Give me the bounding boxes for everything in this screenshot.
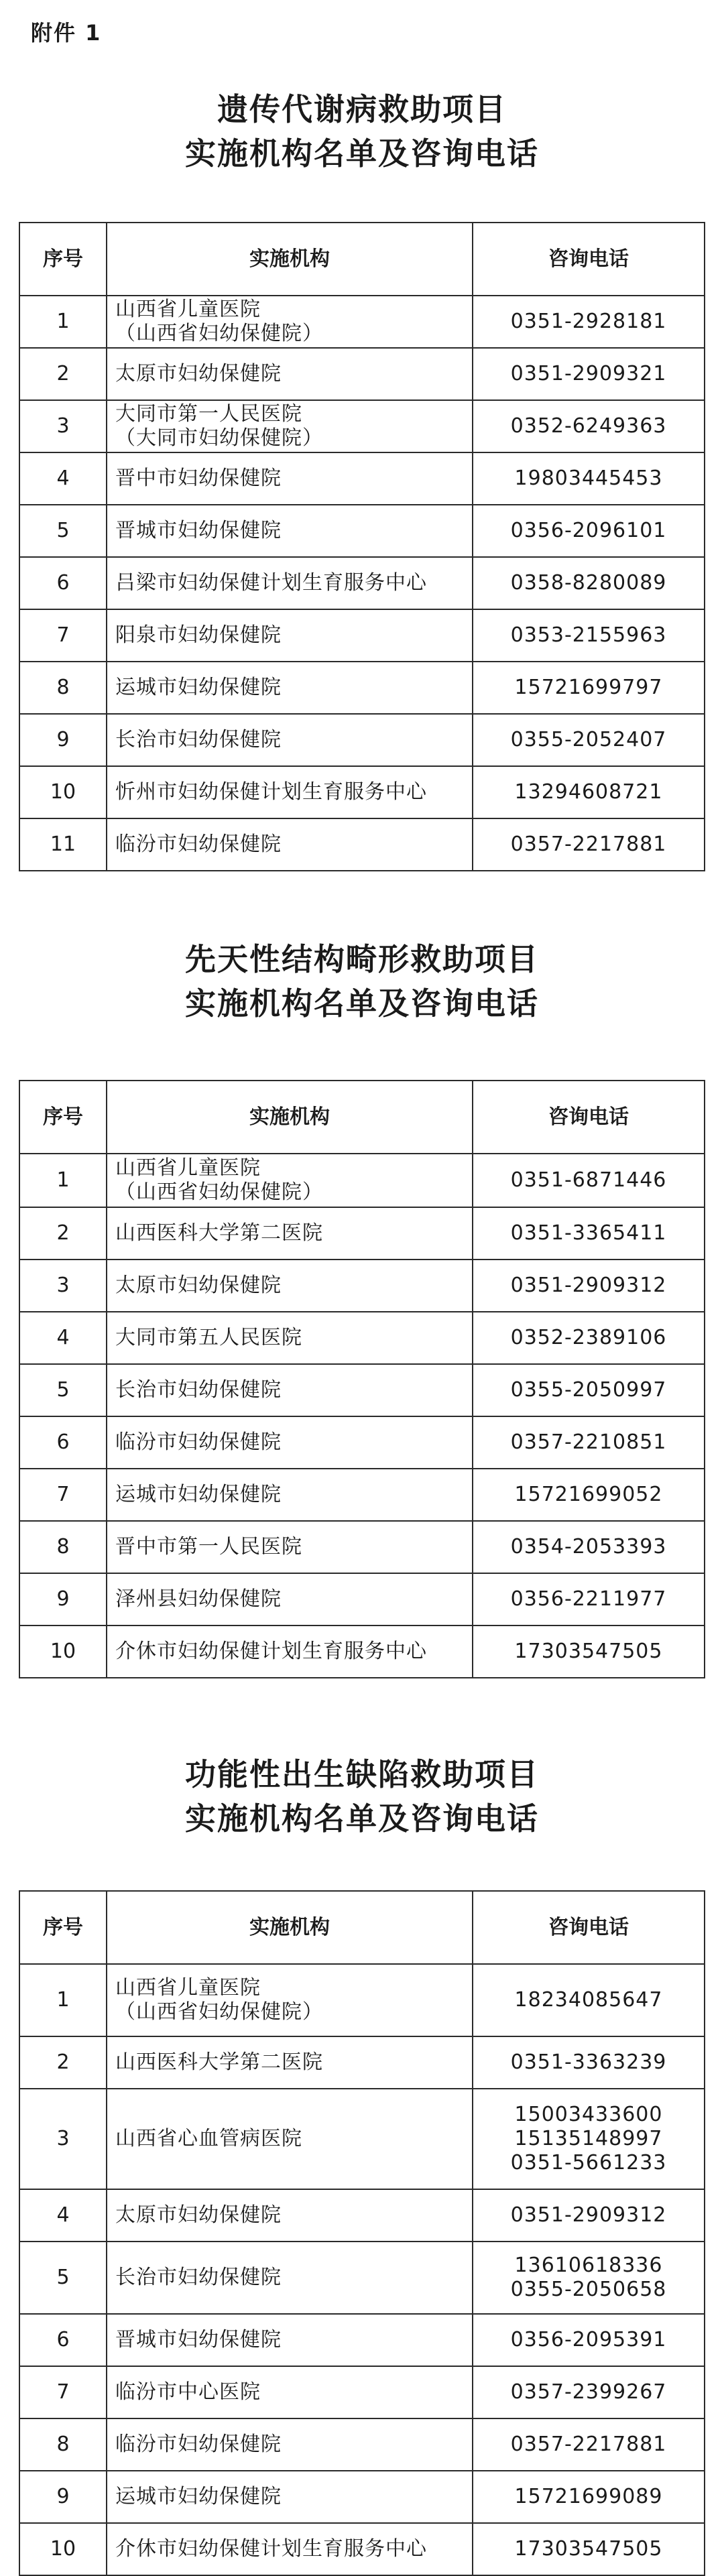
section-title-line: 实施机构名单及咨询电话 bbox=[185, 985, 539, 1022]
phone-number-line: 15721699052 bbox=[514, 1483, 663, 1506]
table-row bbox=[19, 1626, 705, 1678]
institution-name-line: 临汾市妇幼保健院 bbox=[115, 2433, 282, 2456]
phone-number-line: 0352-2389106 bbox=[510, 1326, 667, 1349]
header-phone: 咨询电话 bbox=[473, 1081, 705, 1154]
institution-name-line: （大同市妇幼保健院） bbox=[115, 426, 323, 450]
header-serial-number: 序号 bbox=[19, 1081, 107, 1154]
phone-number-line: 0356-2095391 bbox=[510, 2328, 667, 2351]
phone-number-line: 0357-2217881 bbox=[510, 2433, 667, 2456]
table-row bbox=[19, 2242, 705, 2314]
serial-number: 1 bbox=[19, 1964, 107, 2036]
section-title-line: 实施机构名单及咨询电话 bbox=[185, 1800, 539, 1837]
table-row bbox=[19, 1573, 705, 1626]
institution-table bbox=[19, 222, 705, 871]
phone-number bbox=[473, 400, 705, 452]
serial-number: 5 bbox=[19, 1364, 107, 1416]
institution-name bbox=[107, 2089, 473, 2189]
serial-number: 5 bbox=[19, 2242, 107, 2314]
table-row bbox=[19, 1207, 705, 1260]
phone-number-line: 0355-2052407 bbox=[510, 728, 667, 751]
serial-number: 8 bbox=[19, 662, 107, 714]
institution-name bbox=[107, 1260, 473, 1312]
phone-number-line: 0351-3365411 bbox=[510, 1221, 667, 1245]
institution-name bbox=[107, 1573, 473, 1626]
institution-name bbox=[107, 1364, 473, 1416]
table-row bbox=[19, 609, 705, 662]
table-row bbox=[19, 1312, 705, 1364]
table-header-row bbox=[19, 1891, 705, 1964]
serial-number: 8 bbox=[19, 2418, 107, 2471]
phone-number-line: 0355-2050658 bbox=[510, 2278, 667, 2301]
institution-name-line: 太原市妇幼保健院 bbox=[115, 2203, 282, 2227]
header-phone: 咨询电话 bbox=[473, 1891, 705, 1964]
institution-name-line: 运城市妇幼保健院 bbox=[115, 1483, 282, 1506]
phone-number bbox=[473, 714, 705, 766]
attachment-label: 附件 1 bbox=[31, 20, 102, 46]
table-row bbox=[19, 2189, 705, 2242]
phone-number-line: 0356-2211977 bbox=[510, 1587, 667, 1611]
table-header-row bbox=[19, 1081, 705, 1154]
phone-number bbox=[473, 505, 705, 557]
serial-number: 4 bbox=[19, 452, 107, 505]
table-row bbox=[19, 1416, 705, 1469]
institution-name bbox=[107, 400, 473, 452]
table-row bbox=[19, 2036, 705, 2089]
phone-number bbox=[473, 2314, 705, 2366]
phone-number bbox=[473, 1626, 705, 1678]
phone-number bbox=[473, 818, 705, 871]
phone-number-line: 0357-2217881 bbox=[510, 833, 667, 856]
phone-number bbox=[473, 1260, 705, 1312]
serial-number: 11 bbox=[19, 818, 107, 871]
institution-name-line: 山西省儿童医院 bbox=[115, 1976, 261, 2000]
table-row bbox=[19, 2089, 705, 2189]
institution-name bbox=[107, 766, 473, 818]
phone-number bbox=[473, 1207, 705, 1260]
serial-number: 5 bbox=[19, 505, 107, 557]
phone-number-line: 0353-2155963 bbox=[510, 623, 667, 647]
table-row bbox=[19, 1154, 705, 1207]
institution-name-line: 山西医科大学第二医院 bbox=[115, 1221, 323, 1245]
institution-name-line: 太原市妇幼保健院 bbox=[115, 1274, 282, 1297]
phone-number-line: 0351-3363239 bbox=[510, 2050, 667, 2074]
table-row bbox=[19, 348, 705, 400]
table-row bbox=[19, 296, 705, 348]
phone-number bbox=[473, 1416, 705, 1469]
section-title-line: 先天性结构畸形救助项目 bbox=[185, 941, 539, 977]
table-row bbox=[19, 662, 705, 714]
header-institution: 实施机构 bbox=[107, 1891, 473, 1964]
phone-number-line: 15721699089 bbox=[514, 2485, 663, 2508]
table-header-row bbox=[19, 223, 705, 296]
institution-name-line: 长治市妇幼保健院 bbox=[115, 1378, 282, 1402]
section-title bbox=[0, 87, 724, 176]
institution-name-line: 泽州县妇幼保健院 bbox=[115, 1587, 282, 1611]
phone-number bbox=[473, 2366, 705, 2418]
institution-name-line: 大同市第一人民医院 bbox=[115, 402, 302, 426]
serial-number: 9 bbox=[19, 714, 107, 766]
serial-number: 4 bbox=[19, 1312, 107, 1364]
institution-name-line: 山西省儿童医院 bbox=[115, 298, 261, 321]
phone-number bbox=[473, 2036, 705, 2089]
phone-number bbox=[473, 1964, 705, 2036]
serial-number: 6 bbox=[19, 2314, 107, 2366]
table-row bbox=[19, 714, 705, 766]
section-title bbox=[0, 1752, 724, 1841]
table-row bbox=[19, 2523, 705, 2575]
phone-number bbox=[473, 2471, 705, 2523]
phone-number-line: 17303547505 bbox=[514, 1640, 663, 1663]
institution-table bbox=[19, 1080, 705, 1678]
table-row bbox=[19, 2418, 705, 2471]
institution-name-line: 临汾市妇幼保健院 bbox=[115, 1430, 282, 1454]
serial-number: 1 bbox=[19, 1154, 107, 1207]
header-institution: 实施机构 bbox=[107, 1081, 473, 1154]
institution-name bbox=[107, 818, 473, 871]
institution-name bbox=[107, 505, 473, 557]
phone-number-line: 0358-8280089 bbox=[510, 571, 667, 595]
institution-name bbox=[107, 714, 473, 766]
table-row bbox=[19, 1521, 705, 1573]
phone-number-line: 0355-2050997 bbox=[510, 1378, 667, 1402]
institution-name bbox=[107, 2366, 473, 2418]
table-row bbox=[19, 557, 705, 609]
table-row bbox=[19, 2366, 705, 2418]
institution-name-line: 晋中市妇幼保健院 bbox=[115, 467, 282, 490]
institution-name bbox=[107, 1416, 473, 1469]
phone-number bbox=[473, 452, 705, 505]
institution-name bbox=[107, 1626, 473, 1678]
header-phone: 咨询电话 bbox=[473, 223, 705, 296]
institution-name-line: 运城市妇幼保健院 bbox=[115, 676, 282, 699]
institution-name-line: 山西省心血管病医院 bbox=[115, 2127, 302, 2150]
serial-number: 2 bbox=[19, 348, 107, 400]
phone-number bbox=[473, 2089, 705, 2189]
institution-name-line: 晋中市第一人民医院 bbox=[115, 1535, 302, 1558]
institution-name-line: 介休市妇幼保健计划生育服务中心 bbox=[115, 2537, 427, 2561]
section-title bbox=[0, 937, 724, 1026]
phone-number bbox=[473, 609, 705, 662]
header-serial-number: 序号 bbox=[19, 223, 107, 296]
institution-name bbox=[107, 1469, 473, 1521]
institution-name-line: 晋城市妇幼保健院 bbox=[115, 519, 282, 542]
phone-number bbox=[473, 1312, 705, 1364]
institution-name-line: 太原市妇幼保健院 bbox=[115, 362, 282, 385]
phone-number-line: 15003433600 bbox=[514, 2103, 663, 2126]
serial-number: 10 bbox=[19, 2523, 107, 2575]
phone-number bbox=[473, 2418, 705, 2471]
institution-name-line: 山西医科大学第二医院 bbox=[115, 2050, 323, 2074]
table-row bbox=[19, 400, 705, 452]
table-row bbox=[19, 818, 705, 871]
phone-number-line: 15135148997 bbox=[514, 2127, 663, 2150]
institution-name-line: 忻州市妇幼保健计划生育服务中心 bbox=[115, 780, 427, 804]
serial-number: 6 bbox=[19, 557, 107, 609]
phone-number-line: 13294608721 bbox=[514, 780, 663, 804]
phone-number-line: 0351-2909321 bbox=[510, 362, 667, 385]
phone-number bbox=[473, 766, 705, 818]
institution-name-line: （山西省妇幼保健院） bbox=[115, 1180, 323, 1204]
serial-number: 7 bbox=[19, 609, 107, 662]
institution-name-line: （山西省妇幼保健院） bbox=[115, 2000, 323, 2024]
serial-number: 7 bbox=[19, 2366, 107, 2418]
phone-number-line: 13610618336 bbox=[514, 2254, 663, 2277]
table-row bbox=[19, 1469, 705, 1521]
phone-number-line: 0351-6871446 bbox=[510, 1168, 667, 1192]
institution-name bbox=[107, 296, 473, 348]
table-row bbox=[19, 1964, 705, 2036]
institution-name-line: 长治市妇幼保健院 bbox=[115, 2266, 282, 2289]
serial-number: 10 bbox=[19, 1626, 107, 1678]
phone-number bbox=[473, 1573, 705, 1626]
serial-number: 3 bbox=[19, 400, 107, 452]
institution-name-line: 运城市妇幼保健院 bbox=[115, 2485, 282, 2508]
institution-name bbox=[107, 1964, 473, 2036]
table-row bbox=[19, 1260, 705, 1312]
phone-number-line: 0351-2909312 bbox=[510, 1274, 667, 1297]
phone-number-line: 19803445453 bbox=[514, 467, 663, 490]
institution-name-line: 临汾市中心医院 bbox=[115, 2380, 261, 2404]
institution-name bbox=[107, 2314, 473, 2366]
table-row bbox=[19, 766, 705, 818]
institution-name-line: 吕梁市妇幼保健计划生育服务中心 bbox=[115, 571, 427, 595]
section-title-line: 功能性出生缺陷救助项目 bbox=[185, 1756, 539, 1792]
phone-number-line: 0354-2053393 bbox=[510, 1535, 667, 1558]
institution-name bbox=[107, 1207, 473, 1260]
phone-number bbox=[473, 2523, 705, 2575]
institution-name-line: 阳泉市妇幼保健院 bbox=[115, 623, 282, 647]
institution-name bbox=[107, 1154, 473, 1207]
institution-name bbox=[107, 557, 473, 609]
institution-name bbox=[107, 609, 473, 662]
phone-number bbox=[473, 296, 705, 348]
institution-name bbox=[107, 2418, 473, 2471]
institution-name bbox=[107, 452, 473, 505]
table-row bbox=[19, 2471, 705, 2523]
phone-number-line: 17303547505 bbox=[514, 2537, 663, 2561]
institution-table bbox=[19, 1890, 705, 2576]
serial-number: 2 bbox=[19, 1207, 107, 1260]
institution-name bbox=[107, 2189, 473, 2242]
phone-number bbox=[473, 1521, 705, 1573]
institution-name-line: 介休市妇幼保健计划生育服务中心 bbox=[115, 1640, 427, 1663]
institution-name-line: 山西省儿童医院 bbox=[115, 1156, 261, 1180]
section-title-line: 实施机构名单及咨询电话 bbox=[185, 135, 539, 172]
institution-name bbox=[107, 348, 473, 400]
phone-number-line: 0351-2928181 bbox=[510, 310, 667, 333]
table-row bbox=[19, 452, 705, 505]
serial-number: 8 bbox=[19, 1521, 107, 1573]
table-row bbox=[19, 2314, 705, 2366]
institution-name bbox=[107, 1521, 473, 1573]
phone-number bbox=[473, 2242, 705, 2314]
phone-number bbox=[473, 1154, 705, 1207]
phone-number bbox=[473, 662, 705, 714]
phone-number-line: 18234085647 bbox=[514, 1988, 663, 2012]
serial-number: 9 bbox=[19, 2471, 107, 2523]
phone-number bbox=[473, 1469, 705, 1521]
phone-number bbox=[473, 557, 705, 609]
phone-number-line: 0357-2399267 bbox=[510, 2380, 667, 2404]
serial-number: 10 bbox=[19, 766, 107, 818]
phone-number-line: 0356-2096101 bbox=[510, 519, 667, 542]
phone-number-line: 0351-5661233 bbox=[510, 2151, 667, 2174]
phone-number-line: 0357-2210851 bbox=[510, 1430, 667, 1454]
institution-name-line: 大同市第五人民医院 bbox=[115, 1326, 302, 1349]
institution-name bbox=[107, 1312, 473, 1364]
phone-number-line: 15721699797 bbox=[514, 676, 663, 699]
header-serial-number: 序号 bbox=[19, 1891, 107, 1964]
institution-name bbox=[107, 2242, 473, 2314]
serial-number: 1 bbox=[19, 296, 107, 348]
table-row bbox=[19, 505, 705, 557]
institution-name bbox=[107, 2036, 473, 2089]
table-row bbox=[19, 1364, 705, 1416]
phone-number bbox=[473, 1364, 705, 1416]
phone-number-line: 0351-2909312 bbox=[510, 2203, 667, 2227]
serial-number: 9 bbox=[19, 1573, 107, 1626]
phone-number bbox=[473, 2189, 705, 2242]
institution-name-line: （山西省妇幼保健院） bbox=[115, 322, 323, 345]
institution-name-line: 晋城市妇幼保健院 bbox=[115, 2328, 282, 2351]
institution-name-line: 临汾市妇幼保健院 bbox=[115, 833, 282, 856]
serial-number: 3 bbox=[19, 2089, 107, 2189]
institution-name bbox=[107, 662, 473, 714]
phone-number-line: 0352-6249363 bbox=[510, 414, 667, 438]
serial-number: 2 bbox=[19, 2036, 107, 2089]
serial-number: 6 bbox=[19, 1416, 107, 1469]
phone-number bbox=[473, 348, 705, 400]
institution-name-line: 长治市妇幼保健院 bbox=[115, 728, 282, 751]
header-institution: 实施机构 bbox=[107, 223, 473, 296]
serial-number: 3 bbox=[19, 1260, 107, 1312]
serial-number: 4 bbox=[19, 2189, 107, 2242]
institution-name bbox=[107, 2471, 473, 2523]
section-title-line: 遗传代谢病救助项目 bbox=[217, 91, 507, 127]
serial-number: 7 bbox=[19, 1469, 107, 1521]
institution-name bbox=[107, 2523, 473, 2575]
